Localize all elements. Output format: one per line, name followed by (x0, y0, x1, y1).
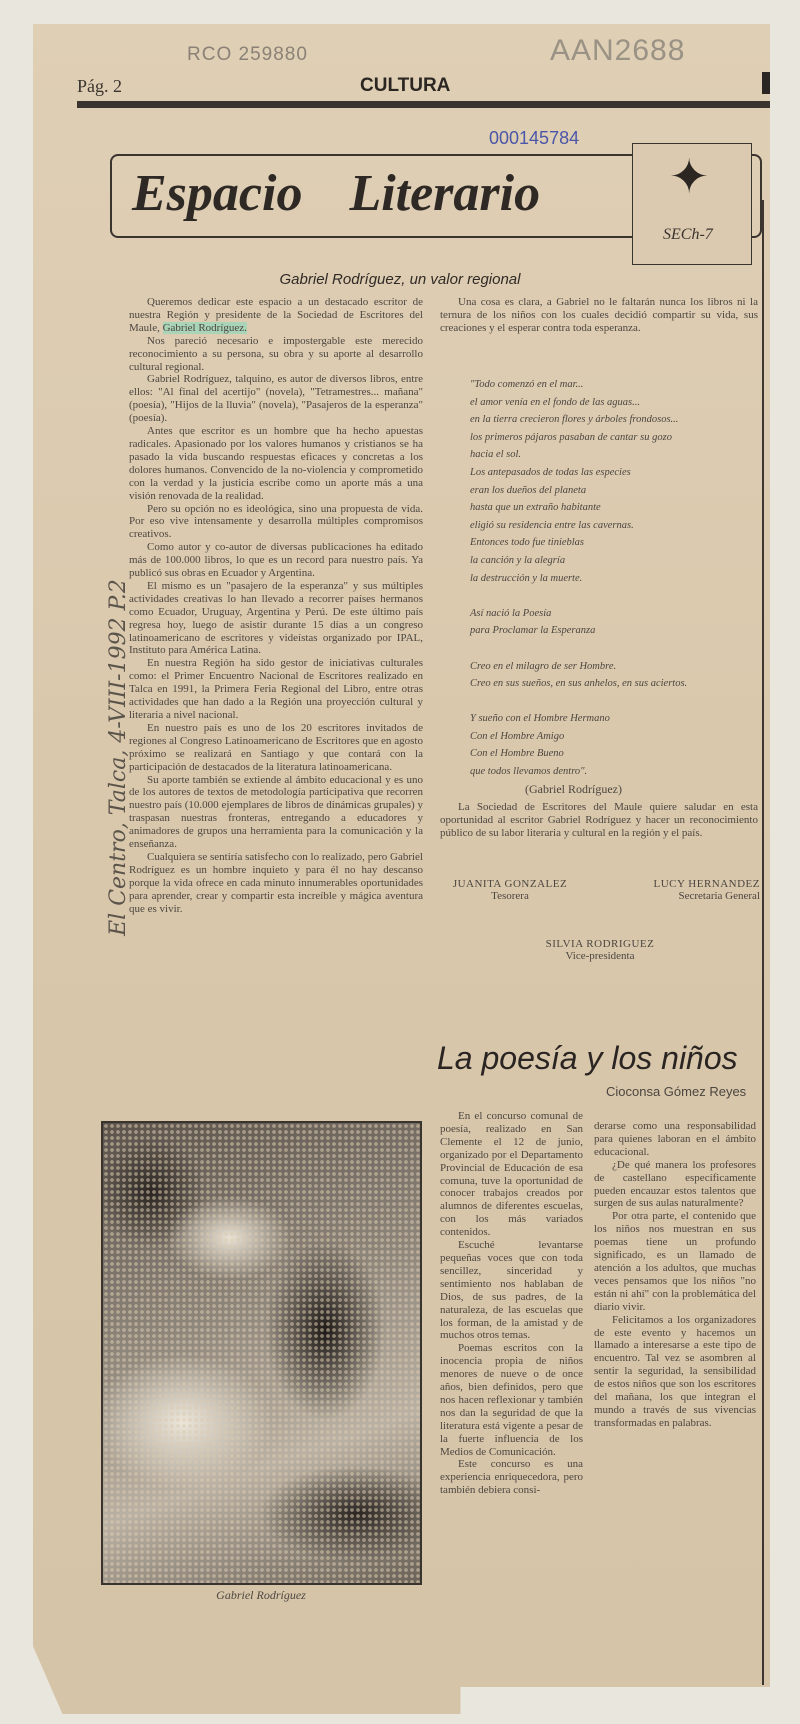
paragraph (129, 580, 423, 657)
poem-line: hacia el sol. (470, 449, 522, 461)
poem-line: eligió su residencia entre las cavernas. (470, 519, 634, 531)
poem-line: Con el Hombre Bueno (470, 748, 564, 760)
poem-line: los primeros pájaros pasaban de cantar su gozo (470, 431, 672, 443)
paragraph-text: Antes que escritor es un hombre que ha hecho apuestas radicales. Apasionado por los valores humanos y cristianos se ha pasado la vida buscando respuestas eficaces y concretas a los dolores humanos. Convencido de la no-violencia y comprometido con la verdad y la justicia escribe como un aporte más a una visión renovada de la realidad. (129, 425, 423, 502)
highlighted-name: Gabriel Rodríguez. (162, 321, 247, 334)
portrait-photo (101, 1121, 422, 1585)
paragraph: ¿De qué manera los profesores de castellano específicamente pueden encauzar estos talentos que surgen de sus aulas naturalmente? (594, 1158, 756, 1210)
paragraph: Una cosa es clara, a Gabriel no le faltarán nunca los libros ni la ternura de los niños con los cuales decidió compartir su vida, sus creaciones y el esperar contra toda esperanza. (440, 296, 758, 334)
signatory-role: Secretaria General (678, 890, 760, 902)
paragraph-text: Cualquiera se sentiría satisfecho con lo realizado, pero Gabriel Rodríguez es un hombre inquieto y para él no hay descanso porque la vida ofrece en cada minuto innumerables oportunidades para aprender, crear y compartir esta increíble y mágica aventura que es vivir. (129, 850, 423, 915)
poem-line: el amor venía en el fondo de las aguas... (470, 396, 641, 408)
banner-emblem (632, 143, 752, 265)
poem (470, 376, 760, 798)
paragraph: Escuché levantarse pequeñas voces que con toda sencillez, sinceridad y sentimiento nos hablaban de Dios, de sus padres, de la naturaleza, de las escuelas que los forman, de la amistad y de muchos otros temas. (440, 1239, 583, 1342)
paragraph-text: El mismo es un "pasajero de la esperanza" y sus múltiples actividades creativas lo han llevado a recorrer países hermanos como Ecuador, Uruguay, Argentina y Perú. De este último país regresa hoy, luego de asistir durante 15 días a un congreso latinoamericano de escritores y videístas organizado por IPAL, Instituto para América Latina. (129, 579, 423, 657)
poem-line: Creo en sus sueños, en sus anhelos, en sus aciertos. (470, 678, 688, 690)
masthead-edge (762, 72, 770, 94)
signatory (620, 878, 760, 902)
compass-star-icon: ✦ (669, 151, 710, 204)
poem-line: que todos llevamos dentro". (470, 766, 588, 778)
stanza-gap (470, 693, 760, 711)
paragraph: En el concurso comunal de poesía, realizado en San Clemente el 12 de junio, organizado por el Departamento Provincial de Educación de esa comuna, tuve la oportunidad de conocer trabajos creados por alumnos de diferentes escuelas, con los más variados contenidos. (440, 1110, 583, 1239)
blue-ink-number: 000145784 (489, 128, 580, 148)
signatory-role: Tesorera (491, 890, 529, 902)
poem-line: hasta que un extraño habitante (470, 502, 601, 514)
article2-column-2 (594, 1104, 756, 1524)
paragraph-text: Queremos dedicar este espacio a un destacado escritor de nuestra Región y presidente de la Sociedad de Escritores del Maule, (129, 296, 423, 334)
article-right-intro (440, 296, 758, 335)
paragraph (129, 335, 423, 374)
column-rule (762, 200, 764, 1685)
paragraph (129, 503, 423, 542)
paragraph-text: Su aporte también se extiende al ámbito educacional y es uno de los autores de textos de metodología participativa que recorren nuestro país (10.000 ejemplares de libros de dinámicas grupales) y traspasan nuestras fronteras, entregando a educadores y animadores de grupos una herramienta para la comunicación y la enseñanza. (129, 773, 423, 851)
poem-line: en la tierra crecieron flores y árboles frondosos... (470, 414, 679, 426)
page-number: Pág. 2 (77, 76, 122, 96)
article-subtitle: Gabriel Rodríguez, un valor regional (279, 271, 521, 288)
header-rule (77, 101, 770, 108)
signatory-role: Vice-presidenta (565, 950, 635, 962)
paragraph (129, 425, 423, 502)
photo-caption: Gabriel Rodríguez (216, 1588, 306, 1602)
paragraph: Este concurso es una experiencia enriquecedora, pero también debiera consi- (440, 1458, 583, 1497)
signatory-name: JUANITA GONZALEZ (452, 878, 568, 890)
poem-line: "Todo comenzó en el mar... (470, 379, 584, 390)
article2-author: Cioconsa Gómez Reyes (606, 1084, 747, 1099)
paragraph: Felicitamos a los organizadores de este evento y hacemos un llamado a interesarse a este tipo de encuentro. Tal vez se asombren al sentir la seguridad, la sensibilidad de estos niños que son los escritores del mañana, los que integran el mundo a través de sus vivencias transformadas en palabras. (594, 1313, 756, 1429)
paragraph (129, 851, 423, 916)
paragraph-text: En nuestra Región ha sido gestor de iniciativas culturales como: el Primer Encuentro Nacional de Escritores realizado en Talca en 1991, la Primera Feria Regional del Libro, entre otras actividades que han dado a la Región una proyección cultural y literaria a nivel nacional. (129, 657, 423, 721)
poem-line: para Proclamar la Esperanza (470, 625, 596, 637)
paragraph-text: En nuestro país es uno de los 20 escritores invitados de regiones al Congreso Latinoamericano de Escritores que en agosto próximo se realizará en Santiago y que contará con la participación de destacados de la literatura latinoamericana. (129, 721, 423, 773)
paragraph-continued: derarse como una responsabilidad para quienes laboran en el ámbito educacional. (594, 1120, 756, 1158)
paragraph-text: Nos pareció necesario e impostergable este merecido reconocimiento a su persona, su obra y su aporte al desarrollo cultural regional. (129, 334, 423, 373)
poem-line: Con el Hombre Amigo (470, 730, 565, 742)
paragraph-text: Gabriel Rodríguez, talquino, es autor de diversos libros, entre ellos: "Al final del acertijo" (novela), "Tetramestres... mañana" (poesía), "Hijos de la lluvia" (novela), "Pasajeros de la esperanza" (poesía). (129, 373, 423, 425)
article2-column-1 (440, 1110, 583, 1690)
paragraph (129, 373, 423, 425)
section-title: CULTURA (360, 75, 451, 96)
poem-line: la destrucción y la muerte. (470, 572, 583, 584)
halftone-pattern (103, 1123, 420, 1583)
poem-line: Entonces todo fue tinieblas (470, 537, 585, 549)
poem-line: Y sueño con el Hombre Hermano (470, 713, 610, 725)
stanza-gap (470, 587, 760, 605)
signatory-name: LUCY HERNANDEZ (653, 878, 760, 890)
handwritten-source-note: El Centro, Talca, 4-VIII-1992 P.2 (105, 579, 131, 936)
paragraph-text: Pero su opción no es ideológica, sino una propuesta de vida. Por eso vive intensamente y desarrolla múltiples compromisos creativos. (129, 502, 423, 541)
paragraph: Por otra parte, el contenido que los niños nos muestran en sus poemas tiene un profundo significado, es un llamado de atención a los adultos, que muchas veces pensamos que los niños "no están ni ahí" con la problemática del diario vivir. (594, 1210, 756, 1313)
paragraph (129, 774, 423, 851)
signatory (520, 938, 680, 962)
salute-paragraph (440, 801, 758, 840)
paragraph (129, 296, 423, 335)
poem-line: Así nació la Poesía (470, 607, 552, 619)
paragraph: Poemas escritos con la inocencia propia de niños menores de nueve o de once años, bien definidos, pero que nos hacen reflexionar y también nos dan la seguridad de que la literatura está vigente a pesar de la fuerte influencia de los Medios de Comunicación. (440, 1342, 583, 1458)
stanza-gap (470, 640, 760, 658)
poem-line: eran los dueños del planeta (470, 484, 587, 496)
paragraph: La Sociedad de Escritores del Maule quiere saludar en esta oportunidad al escritor Gabriel Rodríguez y hacer un reconocimiento público de su labor literaria y cultural en la región y el país. (440, 801, 758, 839)
paragraph-text: Como autor y co-autor de diversas publicaciones ha editado más de 100.000 libros, lo que es un record para nuestro país. Ya publicó sus obras en Ecuador y Argentina. (129, 541, 423, 580)
archive-stamp: RCO 259880 (187, 44, 308, 65)
article-left-column (129, 296, 423, 1116)
poem-line: la canción y la alegría (470, 554, 566, 566)
paragraph (129, 722, 423, 774)
paragraph (129, 657, 423, 722)
poem-signature: (Gabriel Rodríguez) (525, 781, 622, 796)
article2-title: La poesía y los niños (437, 1040, 738, 1076)
signatory (440, 878, 580, 902)
banner-title: Espacio Literario (132, 165, 541, 222)
emblem-label: SECh-7 (663, 226, 713, 243)
paragraph (129, 541, 423, 580)
pencil-note: AAN2688 (550, 34, 686, 67)
poem-line: Creo en el milagro de ser Hombre. (470, 660, 617, 672)
poem-line: Los antepasados de todas las especies (470, 466, 631, 478)
signatory-name: SILVIA RODRIGUEZ (545, 938, 655, 950)
